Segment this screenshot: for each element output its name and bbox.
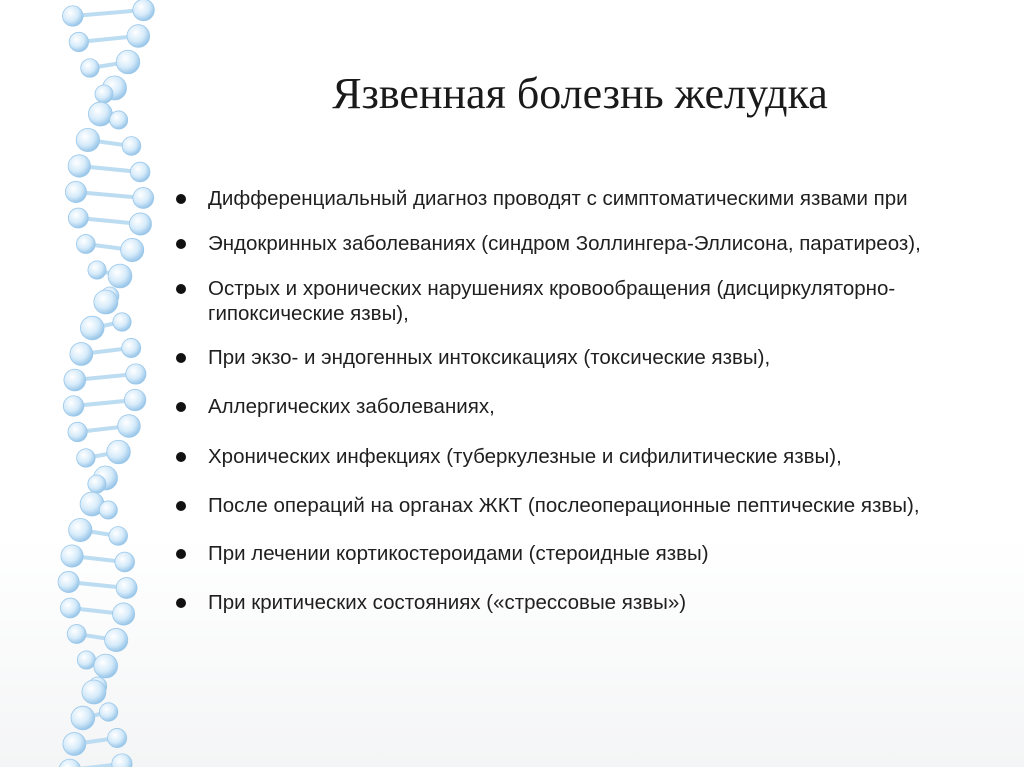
dna-sphere [99,703,117,721]
dna-sphere [68,208,88,228]
dna-sphere [69,32,88,51]
bullet-dot-icon [176,353,186,363]
dna-sphere [76,235,95,254]
dna-sphere [95,85,113,103]
dna-sphere [118,415,141,438]
dna-sphere [122,137,141,156]
dna-sphere [133,188,154,209]
bullet-dot-icon [176,549,186,559]
bullet-item [176,186,1006,211]
bullet-item [176,444,1006,469]
dna-sphere [108,728,127,747]
dna-sphere [112,754,132,767]
dna-sphere [76,128,99,151]
dna-sphere [63,733,86,756]
dna-sphere [105,628,128,651]
dna-sphere [108,264,132,288]
dna-sphere [124,389,146,411]
bullet-dot-icon [176,194,186,204]
dna-sphere [130,162,150,182]
bullet-text: Хронических инфекциях (туберкулезные и сифилитические язвы), [208,445,842,468]
bullet-item [176,345,1006,370]
dna-sphere [121,238,144,261]
dna-sphere [70,343,93,366]
dna-sphere [77,651,95,669]
dna-sphere [88,475,106,493]
bullet-text: Дифференциальный диагноз проводят с симптоматическими язвами при [208,187,908,210]
dna-sphere [69,518,92,541]
dna-sphere [94,290,118,314]
dna-sphere [133,0,154,21]
dna-sphere [63,396,83,416]
dna-sphere [80,316,104,340]
dna-sphere [77,449,95,467]
bullet-dot-icon [176,452,186,462]
dna-sphere [81,59,99,77]
dna-sphere [65,181,86,202]
dna-sphere [110,111,128,129]
dna-sphere [88,102,112,126]
dna-sphere [115,552,135,572]
bullet-text: Аллергических заболеваниях, [208,395,495,418]
dna-sphere [59,759,81,767]
dna-sphere [99,501,117,519]
dna-sphere [107,440,131,464]
dna-sphere [71,706,95,730]
dna-sphere [129,213,151,235]
bullet-text: При критических состояниях («стрессовые язвы») [208,591,687,614]
bullet-text: При лечении кортикостероидами (стероидные язвы) [208,542,709,565]
dna-sphere [109,527,128,546]
dna-sphere [58,571,79,592]
bullet-dot-icon [176,402,186,412]
bullet-dot-icon [176,501,186,511]
bullet-item [176,276,1006,326]
dna-sphere [113,603,135,625]
dna-sphere [61,545,83,567]
dna-helix-decoration [0,0,200,767]
bullet-text: После операций на органах ЖКТ (послеоперационные пептические язвы), [208,494,920,517]
dna-sphere [116,578,137,599]
bullet-dot-icon [176,284,186,294]
bullet-item [176,590,1006,615]
dna-sphere [68,422,87,441]
bullet-item [176,541,1006,566]
dna-sphere [82,680,106,704]
dna-sphere [60,598,80,618]
dna-sphere [127,25,150,48]
bullet-item [176,231,1006,256]
dna-sphere [88,261,106,279]
bullet-dot-icon [176,598,186,608]
dna-sphere [126,364,146,384]
dna-sphere [116,50,140,74]
dna-sphere [62,6,83,27]
dna-sphere [94,654,118,678]
bullet-list [176,186,1006,615]
bullet-item [176,493,1006,518]
bullet-dot-icon [176,239,186,249]
bullet-text: Эндокринных заболеваниях (синдром Золлингера-Эллисона, паратиреоз), [208,232,921,255]
slide-title: Язвенная болезнь желудка [332,69,828,118]
bullet-item [176,394,1006,419]
dna-sphere [64,369,86,391]
dna-sphere [67,625,86,644]
bullet-text: При экзо- и эндогенных интоксикациях (токсические язвы), [208,346,771,369]
dna-sphere [122,338,141,357]
dna-sphere [113,313,131,331]
dna-sphere [68,155,90,177]
bullet-text: Острых и хронических нарушениях кровообращения (дисциркуляторно-гипоксические язвы), [208,277,896,325]
